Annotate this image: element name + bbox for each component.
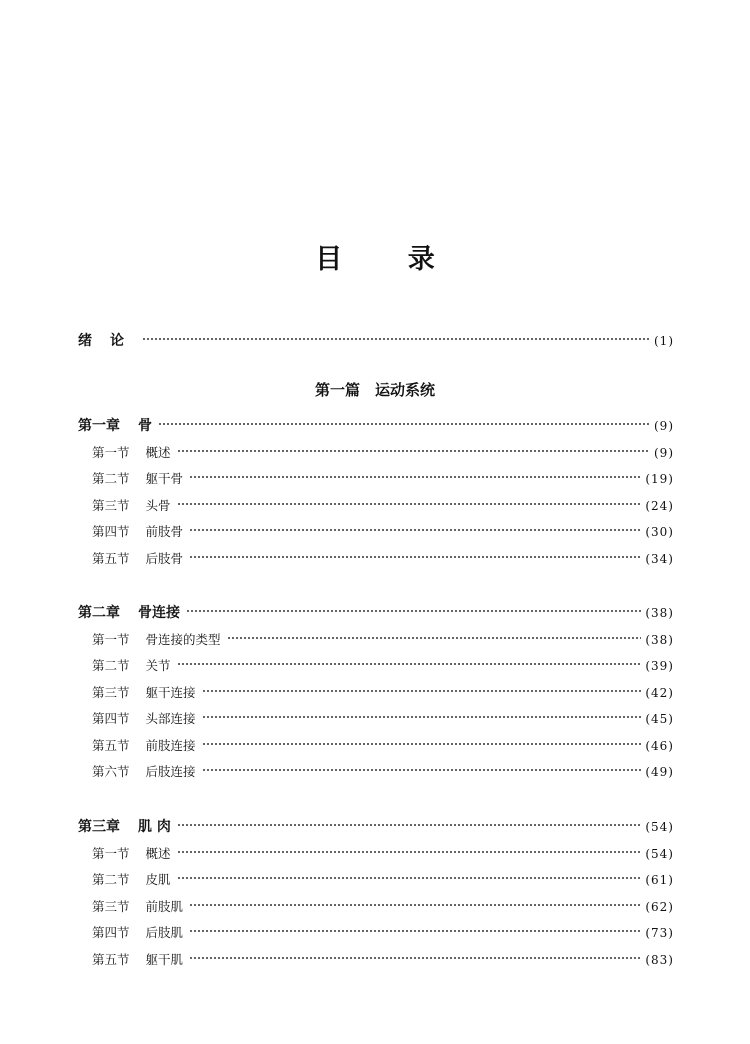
section-title: 头骨	[145, 498, 171, 513]
dot-leader	[202, 677, 642, 697]
section-number: 第一节	[92, 846, 130, 861]
toc-page-number: (9)	[654, 419, 674, 433]
dot-leader	[202, 730, 642, 750]
chapter-title: 骨	[138, 418, 152, 434]
toc-section-3-2[interactable]	[92, 864, 674, 887]
toc-page-number: (83)	[645, 953, 674, 967]
section-number: 第二节	[92, 658, 130, 673]
section-title: 后肢连接	[145, 764, 196, 779]
section-title: 前肢肌	[145, 899, 184, 914]
dot-leader	[177, 864, 642, 884]
section-number: 第四节	[92, 524, 130, 539]
dot-leader	[202, 703, 642, 723]
section-title: 前肢骨	[145, 524, 184, 539]
dot-leader	[189, 917, 641, 937]
part-title: 第一篇 运动系统	[314, 381, 435, 399]
toc-section-1-4[interactable]	[92, 516, 674, 539]
section-title: 骨连接的类型	[145, 632, 221, 647]
section-title: 概述	[145, 846, 171, 861]
dot-leader	[177, 437, 650, 457]
chapter-number: 第三章	[78, 819, 120, 835]
dot-leader	[202, 756, 642, 776]
toc-page-number: (39)	[645, 659, 674, 673]
section-number: 第五节	[92, 551, 130, 566]
section-title: 头部连接	[145, 711, 196, 726]
toc-section-3-4[interactable]	[92, 917, 674, 940]
toc-section-3-5[interactable]	[92, 944, 674, 967]
section-title: 躯干肌	[145, 952, 184, 967]
section-number: 第一节	[92, 632, 130, 647]
toc-section-2-3[interactable]	[92, 677, 674, 700]
section-title: 后肢骨	[145, 551, 184, 566]
section-title: 关节	[145, 658, 171, 673]
toc-page-number: (24)	[645, 499, 674, 513]
section-number: 第五节	[92, 738, 130, 753]
dot-leader	[158, 410, 650, 430]
toc-page-number: (49)	[645, 765, 674, 779]
toc-page-number: (19)	[645, 472, 674, 486]
toc-section-3-1[interactable]	[92, 838, 674, 861]
toc-page-number: (30)	[645, 525, 674, 539]
dot-leader	[177, 650, 642, 670]
toc-section-2-2[interactable]	[92, 650, 674, 673]
section-number: 第二节	[92, 471, 130, 486]
toc-page-number: (61)	[645, 873, 674, 887]
section-title: 概述	[145, 445, 171, 460]
toc-chapter-1[interactable]	[78, 410, 674, 434]
section-number: 第三节	[92, 498, 130, 513]
toc-section-2-5[interactable]	[92, 730, 674, 753]
dot-leader	[189, 891, 641, 911]
section-number: 第六节	[92, 764, 130, 779]
dot-leader	[189, 516, 641, 536]
toc-section-1-3[interactable]	[92, 490, 674, 513]
toc-page-number: (1)	[654, 334, 674, 348]
toc-page-number: (34)	[645, 552, 674, 566]
toc-section-1-2[interactable]	[92, 463, 674, 486]
dot-leader	[177, 838, 642, 858]
toc-page-number: (42)	[645, 686, 674, 700]
dot-leader	[186, 597, 641, 617]
toc-section-1-1[interactable]	[92, 437, 674, 460]
section-number: 第三节	[92, 685, 130, 700]
toc-page-number: (54)	[645, 847, 674, 861]
chapter-number: 第二章	[78, 605, 120, 621]
section-number: 第二节	[92, 872, 130, 887]
section-title: 躯干骨	[145, 471, 184, 486]
dot-leader	[177, 811, 641, 831]
chapter-number: 第一章	[78, 418, 120, 434]
toc-page-number: (62)	[645, 900, 674, 914]
toc-page-number: (38)	[645, 606, 674, 620]
toc-page-number: (45)	[645, 712, 674, 726]
page-title: 目 录	[315, 244, 463, 275]
section-title: 前肢连接	[145, 738, 196, 753]
section-number: 第三节	[92, 899, 130, 914]
toc-page-number: (9)	[654, 446, 674, 460]
dot-leader	[189, 944, 641, 964]
section-number: 第四节	[92, 711, 130, 726]
chapter-title: 骨连接	[138, 605, 180, 621]
toc-chapter-3[interactable]	[78, 811, 674, 835]
dot-leader	[227, 624, 642, 644]
toc-section-3-3[interactable]	[92, 891, 674, 914]
toc-entry-intro[interactable]	[78, 325, 674, 349]
section-title: 后肢肌	[145, 925, 184, 940]
dot-leader	[189, 543, 641, 563]
toc-chapter-2[interactable]	[78, 597, 674, 621]
toc-section-2-1[interactable]	[92, 624, 674, 647]
dot-leader	[177, 490, 642, 510]
chapter-title: 肌 肉	[138, 819, 171, 835]
toc-page-number: (46)	[645, 739, 674, 753]
toc-section-2-4[interactable]	[92, 703, 674, 726]
toc-section-2-6[interactable]	[92, 756, 674, 779]
toc-section-1-5[interactable]	[92, 543, 674, 566]
toc-page-number: (38)	[645, 633, 674, 647]
toc-entry-label: 绪论	[78, 333, 142, 349]
section-number: 第五节	[92, 952, 130, 967]
toc-page-number: (73)	[645, 926, 674, 940]
section-number: 第一节	[92, 445, 130, 460]
dot-leader	[142, 325, 650, 345]
dot-leader	[189, 463, 641, 483]
section-number: 第四节	[92, 925, 130, 940]
section-title: 躯干连接	[145, 685, 196, 700]
toc-page-number: (54)	[645, 820, 674, 834]
section-title: 皮肌	[145, 872, 171, 887]
